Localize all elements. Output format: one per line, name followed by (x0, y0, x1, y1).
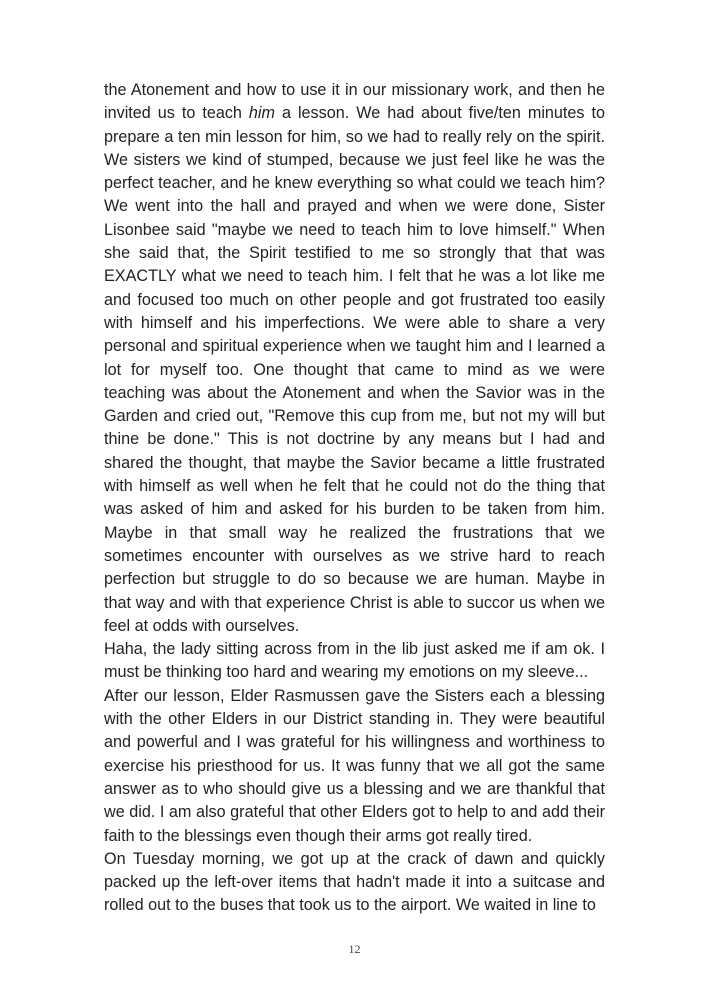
paragraph-library-aside: Haha, the lady sitting across from in the lib just asked me if am ok. I must be thinking too hard and wearing my emotions on my sleeve... (104, 640, 605, 682)
paragraph-text: a lesson. We had about five/ten minutes to prepare a ten min lesson for him, so we had to really rely on the spirit. We sisters we kind of stumped, because we just feel like he was the perfect teacher, and he knew everything so what could we teach him? We went into the hall and prayed and when we were done, Sister Lisonbee said "maybe we need to teach him to love himself." When she said that, the Spirit testified to me so strongly that that was EXACTLY what we need to teach him. I felt that he was a lot like me and focused too much on other people and got frustrated too easily with himself and his imperfections. We were able to share a very personal and spiritual experience when we taught him and I learned a lot for myself too. One thought that came to mind as we were teaching was about the Atonement and when the Savior was in the Garden and cried out, "Remove this cup from me, but not my will but thine be done." This is not doctrine by any means but I had and shared the thought, that maybe the Savior became a little frustrated with himself as well when he felt that he could not do the thing that was asked of him and asked for his burden to be taken from him. Maybe in that small way he realized the frustrations that we sometimes encounter with ourselves as we strive hard to reach perfection but struggle to do so because we are human. Maybe in that way and with that experience Christ is able to succor us when we feel at odds with ourselves. (104, 104, 605, 635)
body-text (104, 79, 605, 918)
paragraph-tuesday-morning: On Tuesday morning, we got up at the crack of dawn and quickly packed up the left-over items that hadn't made it into a suitcase and rolled out to the buses that took us to the airport. We waited in line to (104, 849, 605, 915)
paragraph-blessing: After our lesson, Elder Rasmussen gave the Sisters each a blessing with the other Elders in our District standing in. They were beautiful and powerful and I was grateful for his willingness and worthiness to exercise his priesthood for us. It was funny that we all got the same answer as to who should give us a blessing and we are thankful that we did. I am also grateful that other Elders got to help to and add their faith to the blessings even though their arms got really tired. (104, 686, 605, 845)
page-number: 12 (348, 942, 361, 956)
paragraph-text: the Atonement and how to use it in our missionary work, and then he invited us to teach (104, 81, 605, 123)
paragraph-atonement-lesson (104, 79, 605, 638)
emphasized-word: him (248, 104, 275, 123)
